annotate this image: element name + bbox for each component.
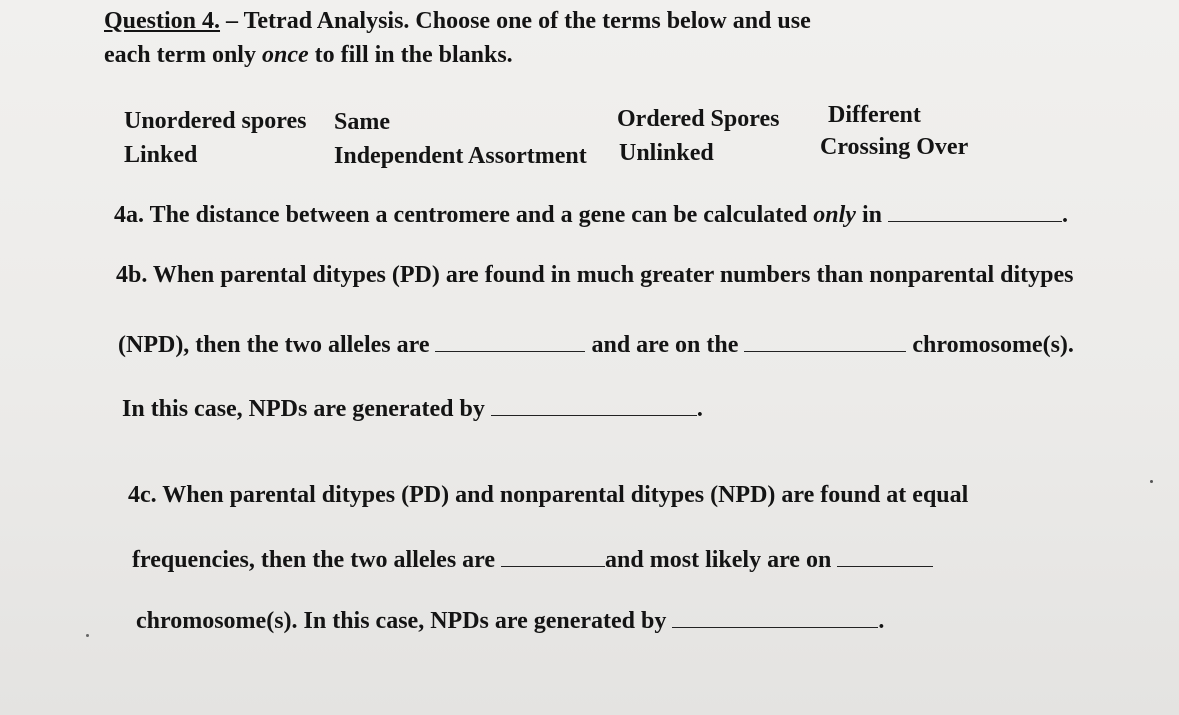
question-title: Tetrad Analysis. Choose one of the terms below and use — [243, 8, 811, 34]
term-unlinked: Unlinked — [619, 140, 714, 166]
question-4b-line2: (NPD), then the two alleles are and are on the chromosome(s). — [118, 332, 1074, 358]
term-independent-assortment: Independent Assortment — [334, 143, 587, 169]
question-number: Question 4. — [104, 8, 221, 34]
blank-4b-alleles[interactable] — [435, 333, 585, 352]
question-title-line2: each term only once to fill in the blanks. — [104, 42, 513, 68]
question-4a: 4a. The distance between a centromere and a gene can be calculated only in . — [114, 202, 1068, 228]
blank-4a[interactable] — [888, 203, 1062, 222]
question-4b-line1: 4b. When parental ditypes (PD) are found in much greater numbers than nonparental ditypes — [116, 262, 1074, 288]
term-crossing-over: Crossing Over — [820, 134, 969, 160]
term-different: Different — [828, 102, 921, 128]
term-unordered-spores: Unordered spores — [124, 108, 307, 134]
question-4c-line2: frequencies, then the two alleles are and most likely are on — [132, 547, 933, 574]
blank-4b-chromosome[interactable] — [744, 333, 906, 352]
term-linked: Linked — [124, 142, 198, 168]
blank-4c-generated-by[interactable] — [672, 609, 878, 628]
stray-mark — [1150, 480, 1153, 483]
question-title-line1: Question 4. – Tetrad Analysis. Choose one of the terms below and use — [104, 8, 811, 34]
stray-mark — [86, 634, 89, 637]
blank-4c-chromosome[interactable] — [837, 548, 933, 567]
question-4c-line3: chromosome(s). In this case, NPDs are generated by . — [136, 608, 885, 634]
question-4c-line1: 4c. When parental ditypes (PD) and nonparental ditypes (NPD) are found at equal — [128, 482, 969, 508]
blank-4b-generated-by[interactable] — [491, 397, 697, 416]
term-ordered-spores: Ordered Spores — [617, 106, 780, 132]
blank-4c-alleles[interactable] — [501, 548, 605, 567]
question-4b-line3: In this case, NPDs are generated by . — [122, 396, 703, 422]
term-same: Same — [334, 109, 390, 135]
